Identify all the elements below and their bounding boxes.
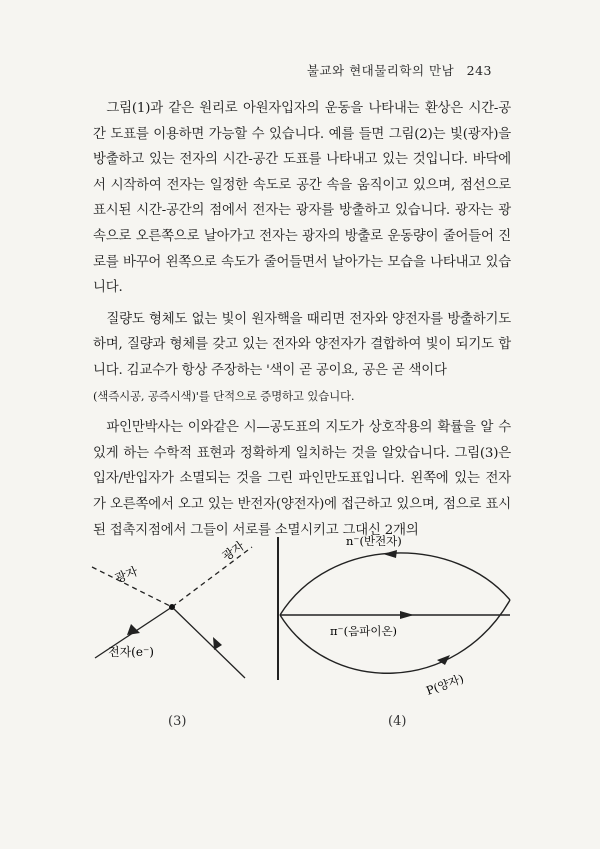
- label-electron: 전자(e⁻): [108, 645, 154, 659]
- upper-arc: [280, 553, 510, 615]
- running-title: 불교와 현대물리학의 만남: [306, 63, 455, 78]
- running-header: [307, 61, 492, 79]
- upper-arc-arrow: [383, 550, 397, 558]
- paragraph: 그림(1)과 같은 원리로 아원자입자의 운동을 나타내는 환상은 시간-공간 도표를 이용하면 가능할 수 있습니다. 예를 들면 그림(2)는 빛(광자)을 방출하고 있는 전자의 시간-공간 도표를 나타내고 있는 것입니다. 바닥에서 시작하여 전자는 일정한 속도로 공간 속을 움직이고 있으며, 점선으로 표시된 시간-공간의 점에서 전자는 광자를 방출하고 있습니다. 광자는 광속으로 오른쪽으로 날아가고 전자는 광자의 방출로 운동량이 줄어들어 진로를 바꾸어 왼쪽으로 속도가 줄어들면서 날아가는 모습을 나타내고 있습니다.: [93, 101, 511, 296]
- label-photon-right: 광자: [219, 538, 247, 564]
- label-photon-left: 광자: [112, 564, 140, 586]
- figures: [0, 520, 600, 760]
- page-number: 243: [466, 63, 492, 78]
- interaction-vertex: [169, 604, 175, 610]
- label-pion: π⁻(음파이온): [330, 624, 398, 638]
- figure-3-diagram: [92, 538, 252, 678]
- paragraph: 질량도 형체도 없는 빛이 원자핵을 때리면 전자와 양전자를 방출하기도 하며, 질량과 형체를 갖고 있는 전자와 양전자가 결합하여 빛이 되기도 합니다. 김교수가 항상 주장하는 '색이 곧 공이요, 공은 곧 색이다: [93, 311, 511, 378]
- middle-line-arrow: [400, 611, 414, 619]
- photon-line-right: [172, 547, 252, 607]
- electron-out-line: [172, 607, 245, 678]
- figure-4-diagram: [278, 534, 510, 698]
- paragraph: (색즉시공, 공즉시색)'를 단적으로 증명하고 있습니다.: [93, 388, 355, 403]
- paragraph: 파인만박사는 이와같은 시—공도표의 지도가 상호작용의 확률을 알 수 있게 하는 수학적 표현과 정확하게 일치하는 것을 알았습니다. 그림(3)은 입자/반입자가 소멸되는 것을 그린 파인만도표입니다. 왼쪽에 있는 전자가 오른쪽에서 오고 있는 반전자(양전자)에 접근하고 있으며, 점으로 표시된 접촉지점에서 그들이 서로를 소멸시키고 그대신 2개의: [93, 420, 511, 538]
- body-text: [93, 96, 511, 549]
- label-antineutron: n⁻(반전자): [346, 534, 402, 548]
- electron-out-arrow: [213, 637, 222, 650]
- label-proton: P(양자): [424, 671, 466, 698]
- figure-3-caption: (3): [168, 714, 187, 729]
- figure-diagrams: [0, 520, 600, 760]
- figure-4-caption: (4): [388, 714, 407, 729]
